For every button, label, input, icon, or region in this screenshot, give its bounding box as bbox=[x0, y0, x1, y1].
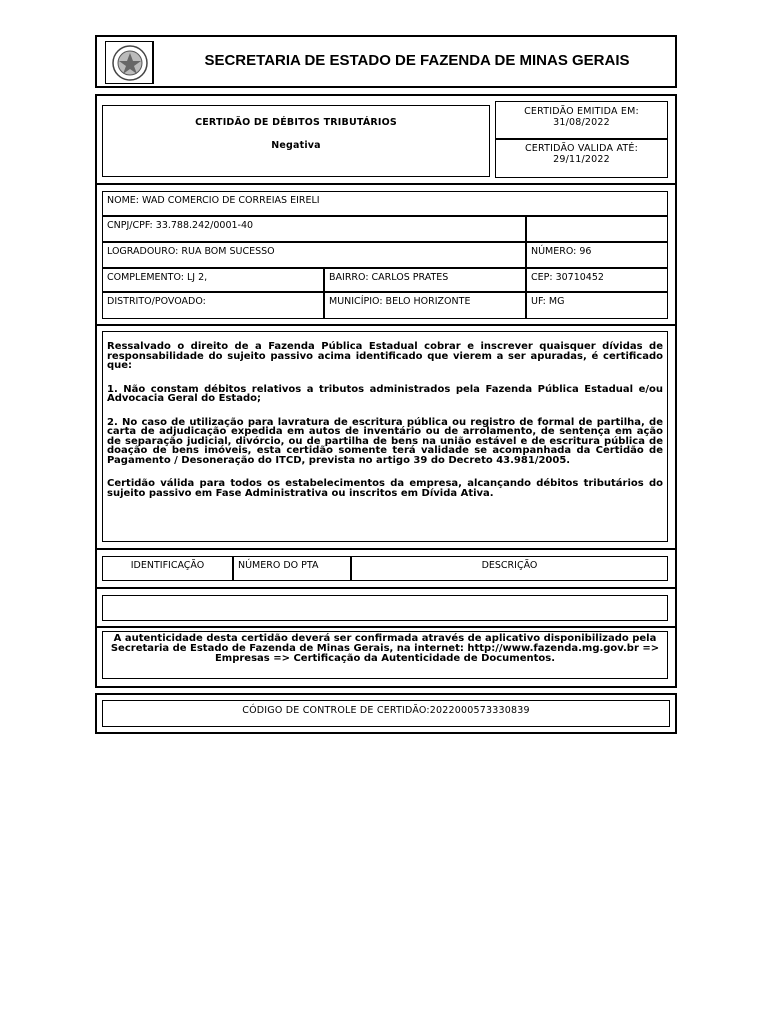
logradouro-field: LOGRADOURO: RUA BOM SUCESSO bbox=[102, 242, 526, 268]
body-paragraph-1: Ressalvado o direito de a Fazenda Pública Estadual cobrar e inscrever quaisquer dívidas de responsabilidade do sujeito passivo acima identificado que vierem a ser apuradas, é certificado que: bbox=[107, 341, 663, 371]
valid-label: CERTIDÃO VALIDA ATÉ: bbox=[524, 143, 639, 154]
nome-field: NOME: WAD COMERCIO DE CORREIAS EIRELI bbox=[102, 191, 668, 216]
seal-frame bbox=[105, 41, 154, 84]
cep-field: CEP: 30710452 bbox=[526, 268, 668, 292]
certificate-body-box bbox=[102, 331, 668, 542]
authenticity-box bbox=[102, 631, 668, 679]
valid-date-box bbox=[495, 139, 668, 178]
divider bbox=[95, 626, 677, 628]
divider bbox=[95, 183, 677, 185]
body-paragraph-4: Certidão válida para todos os estabelecimentos da empresa, alcançando débitos tributários do sujeito passivo em Fase Administrativa ou inscritos em Dívida Ativa. bbox=[107, 478, 663, 499]
issued-date-box bbox=[495, 101, 668, 139]
table-header-numero-pta: NÚMERO DO PTA bbox=[233, 556, 351, 581]
control-code-frame bbox=[95, 693, 677, 734]
page-title: SECRETARIA DE ESTADO DE FAZENDA DE MINAS GERAIS bbox=[204, 52, 630, 69]
issued-date: 31/08/2022 bbox=[553, 117, 610, 128]
complemento-field: COMPLEMENTO: LJ 2, bbox=[102, 268, 324, 292]
bairro-field: BAIRRO: CARLOS PRATES bbox=[324, 268, 526, 292]
distrito-field: DISTRITO/POVOADO: bbox=[102, 292, 324, 319]
certificate-type-box bbox=[102, 105, 490, 177]
divider bbox=[95, 587, 677, 589]
uf-field: UF: MG bbox=[526, 292, 668, 319]
authenticity-text: A autenticidade desta certidão deverá ser confirmada através de aplicativo disponibilizado pela Secretaria de Estado de Fazenda de Minas Gerais, na internet: http://www.fazenda.mg.gov.br => Empresas => Certificação da Autenticidade de Documentos. bbox=[110, 633, 660, 664]
table-empty-row bbox=[102, 595, 668, 621]
certificate-status: Negativa bbox=[271, 140, 321, 151]
body-paragraph-3: 2. No caso de utilização para lavratura de escritura pública ou registro de formal de partilha, de carta de adjudicação expedida em autos de inventário ou de arrolamento, de sentença em ação de separação judicial, divórcio, ou de partilha de bens na união estável e de escritura pública de doação de bens imóveis, esta certidão somente terá validade se acompanhada da Certidão de Pagamento / Desoneração do ITCD, prevista no artigo 39 do Decreto 43.981/2005. bbox=[107, 416, 663, 466]
control-code: CÓDIGO DE CONTROLE DE CERTIDÃO:2022000573330839 bbox=[102, 700, 670, 727]
state-seal-icon bbox=[110, 44, 150, 82]
body-paragraph-2: 1. Não constam débitos relativos a tributos administrados pela Fazenda Pública Estadual e/ou Advocacia Geral do Estado; bbox=[107, 383, 663, 404]
municipio-field: MUNICÍPIO: BELO HORIZONTE bbox=[324, 292, 526, 319]
cnpj-empty-cell bbox=[526, 216, 668, 242]
numero-field: NÚMERO: 96 bbox=[526, 242, 668, 268]
table-header-descricao: DESCRIÇÃO bbox=[351, 556, 668, 581]
certificate-type-label: CERTIDÃO DE DÉBITOS TRIBUTÁRIOS bbox=[195, 117, 397, 128]
header-box bbox=[95, 35, 677, 88]
table-header-identificacao: IDENTIFICAÇÃO bbox=[102, 556, 233, 581]
divider bbox=[95, 324, 677, 326]
valid-date: 29/11/2022 bbox=[553, 154, 610, 165]
divider bbox=[95, 548, 677, 550]
cnpj-field: CNPJ/CPF: 33.788.242/0001-40 bbox=[102, 216, 526, 242]
issued-label: CERTIDÃO EMITIDA EM: bbox=[524, 106, 639, 117]
